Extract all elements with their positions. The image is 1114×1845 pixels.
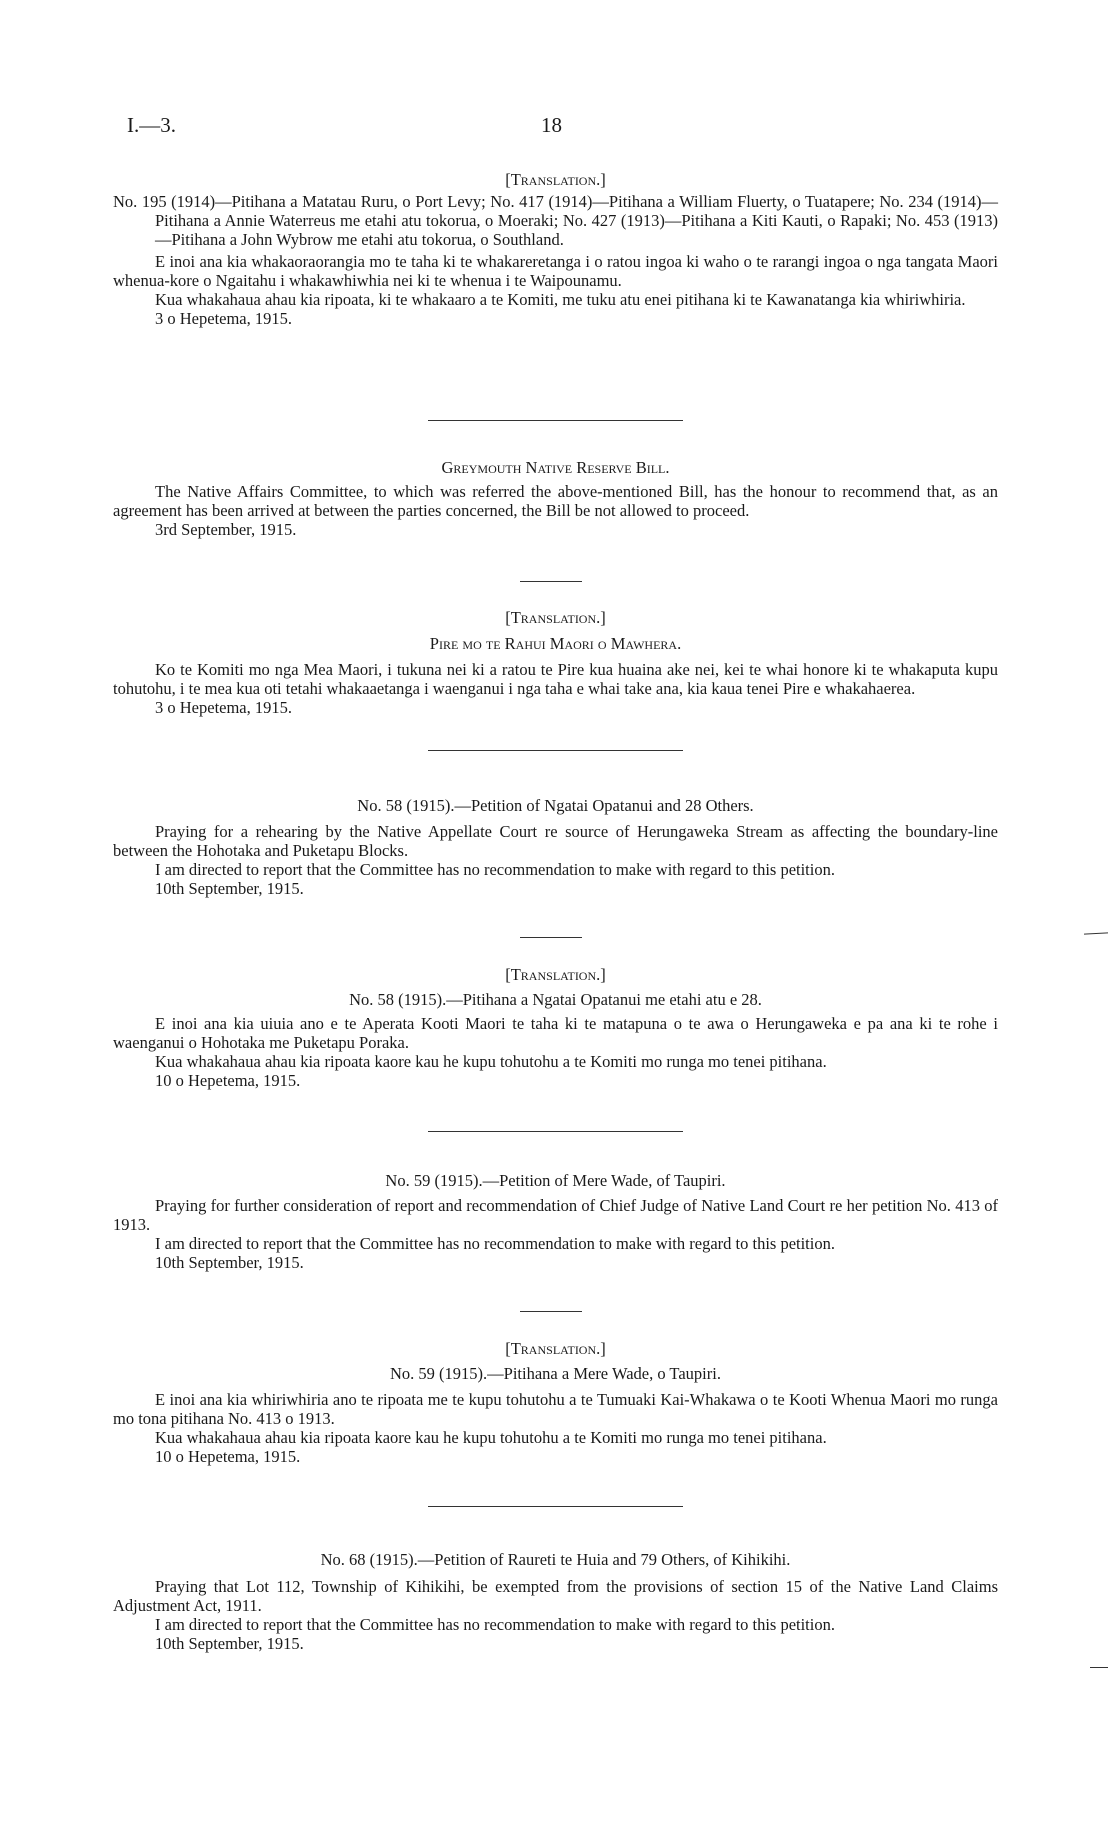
paragraph: I am directed to report that the Committee has no recommendation to make with regard to this petition. [155,1234,835,1253]
paragraph: Praying for a rehearing by the Native Appellate Court re source of Herungaweka Stream as affecting the boundary-line between the Hohotaka and Puketapu Blocks. [113,822,998,860]
bill-title-maori: Pire mo te Rahui Maori o Mawhera. [429,634,682,653]
date-line: 10 o Hepetema, 1915. [155,1447,301,1466]
section-divider [428,1131,683,1132]
margin-mark [1084,932,1108,934]
paragraph: Kua whakahaua ahau kia ripoata kaore kau he kupu tohutohu a te Komiti mo runga mo tenei pitihana. [155,1428,827,1447]
section-divider [428,420,683,421]
translation-heading: [Translation.] [505,965,606,984]
paragraph: Praying for further consideration of report and recommendation of Chief Judge of Native Land Court re her petition No. 413 of 1913. [113,1196,998,1234]
paragraph: Kua whakahaua ahau kia ripoata, ki te whakaaro a te Komiti, me tuku atu enei pitihana ki te Kawanatanga kia whiriwhiria. [155,290,966,309]
date-line: 3 o Hepetema, 1915. [155,698,293,717]
petition-title: No. 58 (1915).—Petition of Ngatai Opatanui and 28 Others. [357,796,754,815]
section-1 [113,192,998,328]
section-6 [113,1196,998,1272]
date-line: 10th September, 1915. [155,1253,304,1272]
petition-title: No. 68 (1915).—Petition of Raureti te Huia and 79 Others, of Kihikihi. [320,1550,791,1569]
paragraph: E inoi ana kia whiriwhiria ano te ripoata me te kupu tohutohu a te Tumuaki Kai-Whakawa o te Kooti Whenua Maori mo runga mo tona pitihana No. 413 o 1913. [113,1390,998,1428]
petitions-title: No. 195 (1914)—Pitihana a Matatau Ruru, o Port Levy; No. 417 (1914)—Pitihana a William Fluerty, o Tuatapere; No. 234 (1914)—Pitihana a Annie Waterreus me etahi atu tokorua, o Moeraki; No. 427 (1913)—Pitihana a Kiti Kauti, o Rapaki; No. 453 (1913)—Pitihana a John Wybrow me etahi atu tokorua, o Southland. [113,192,998,249]
short-divider [520,937,582,938]
section-2 [113,482,998,539]
translation-heading: [Translation.] [505,608,606,627]
section-4 [113,822,998,898]
paragraph: Praying that Lot 112, Township of Kihikihi, be exempted from the provisions of section 15 of the Native Land Claims Adjustment Act, 1911. [113,1577,998,1615]
section-7 [113,1390,998,1466]
short-divider [520,1311,582,1312]
short-divider [520,581,582,582]
bill-heading: Greymouth Native Reserve Bill. [441,458,670,477]
paragraph: The Native Affairs Committee, to which was referred the above-mentioned Bill, has the honour to recommend that, as an agreement has been arrived at between the parties concerned, the Bill be not allowed to proceed. [113,482,998,520]
petition-title-maori: No. 58 (1915).—Pitihana a Ngatai Opatanui me etahi atu e 28. [349,990,762,1009]
date-line: 3rd September, 1915. [155,520,297,539]
translation-heading: [Translation.] [505,170,606,189]
section-3 [113,660,998,717]
page-number: 18 [541,113,562,137]
date-line: 3 o Hepetema, 1915. [155,309,293,328]
petition-title: No. 59 (1915).—Petition of Mere Wade, of Taupiri. [385,1171,726,1190]
paragraph: I am directed to report that the Committee has no recommendation to make with regard to this petition. [155,1615,835,1634]
margin-mark [1090,1667,1108,1668]
date-line: 10th September, 1915. [155,1634,304,1653]
paragraph: E inoi ana kia uiuia ano e te Aperata Kooti Maori te taha ki te matapuna o te awa o Herungaweka e pa ana ki te rohe i waenganui o Hohotaka me Puketapu Poraka. [113,1014,998,1052]
date-line: 10th September, 1915. [155,879,304,898]
report-code: I.—3. [127,113,176,137]
paragraph: I am directed to report that the Committee has no recommendation to make with regard to this petition. [155,860,835,879]
section-divider [428,750,683,751]
section-5 [113,1014,998,1090]
translation-heading: [Translation.] [505,1339,606,1358]
paragraph: E inoi ana kia whakaoraorangia mo te taha ki te whakareretanga i o ratou ingoa ki waho o te rarangi ingoa o nga tangata Maori whenua-kore o Ngaitahu i whakawhiwhia nei ki te whenua i te Waipounamu. [113,252,998,290]
section-divider [428,1506,683,1507]
date-line: 10 o Hepetema, 1915. [155,1071,301,1090]
paragraph: Ko te Komiti mo nga Mea Maori, i tukuna nei ki a ratou te Pire kua huaina ake nei, kei te whai honore ki te whakaputa kupu tohutohu, i te mea kua oti tetahi whakaaetanga i waenganui i nga taha e whai take ana, kia kaua tenei Pire e whakahaerea. [113,660,998,698]
paragraph: Kua whakahaua ahau kia ripoata kaore kau he kupu tohutohu a te Komiti mo runga mo tenei pitihana. [155,1052,827,1071]
petition-title-maori: No. 59 (1915).—Pitihana a Mere Wade, o Taupiri. [390,1364,721,1383]
section-8 [113,1577,998,1653]
